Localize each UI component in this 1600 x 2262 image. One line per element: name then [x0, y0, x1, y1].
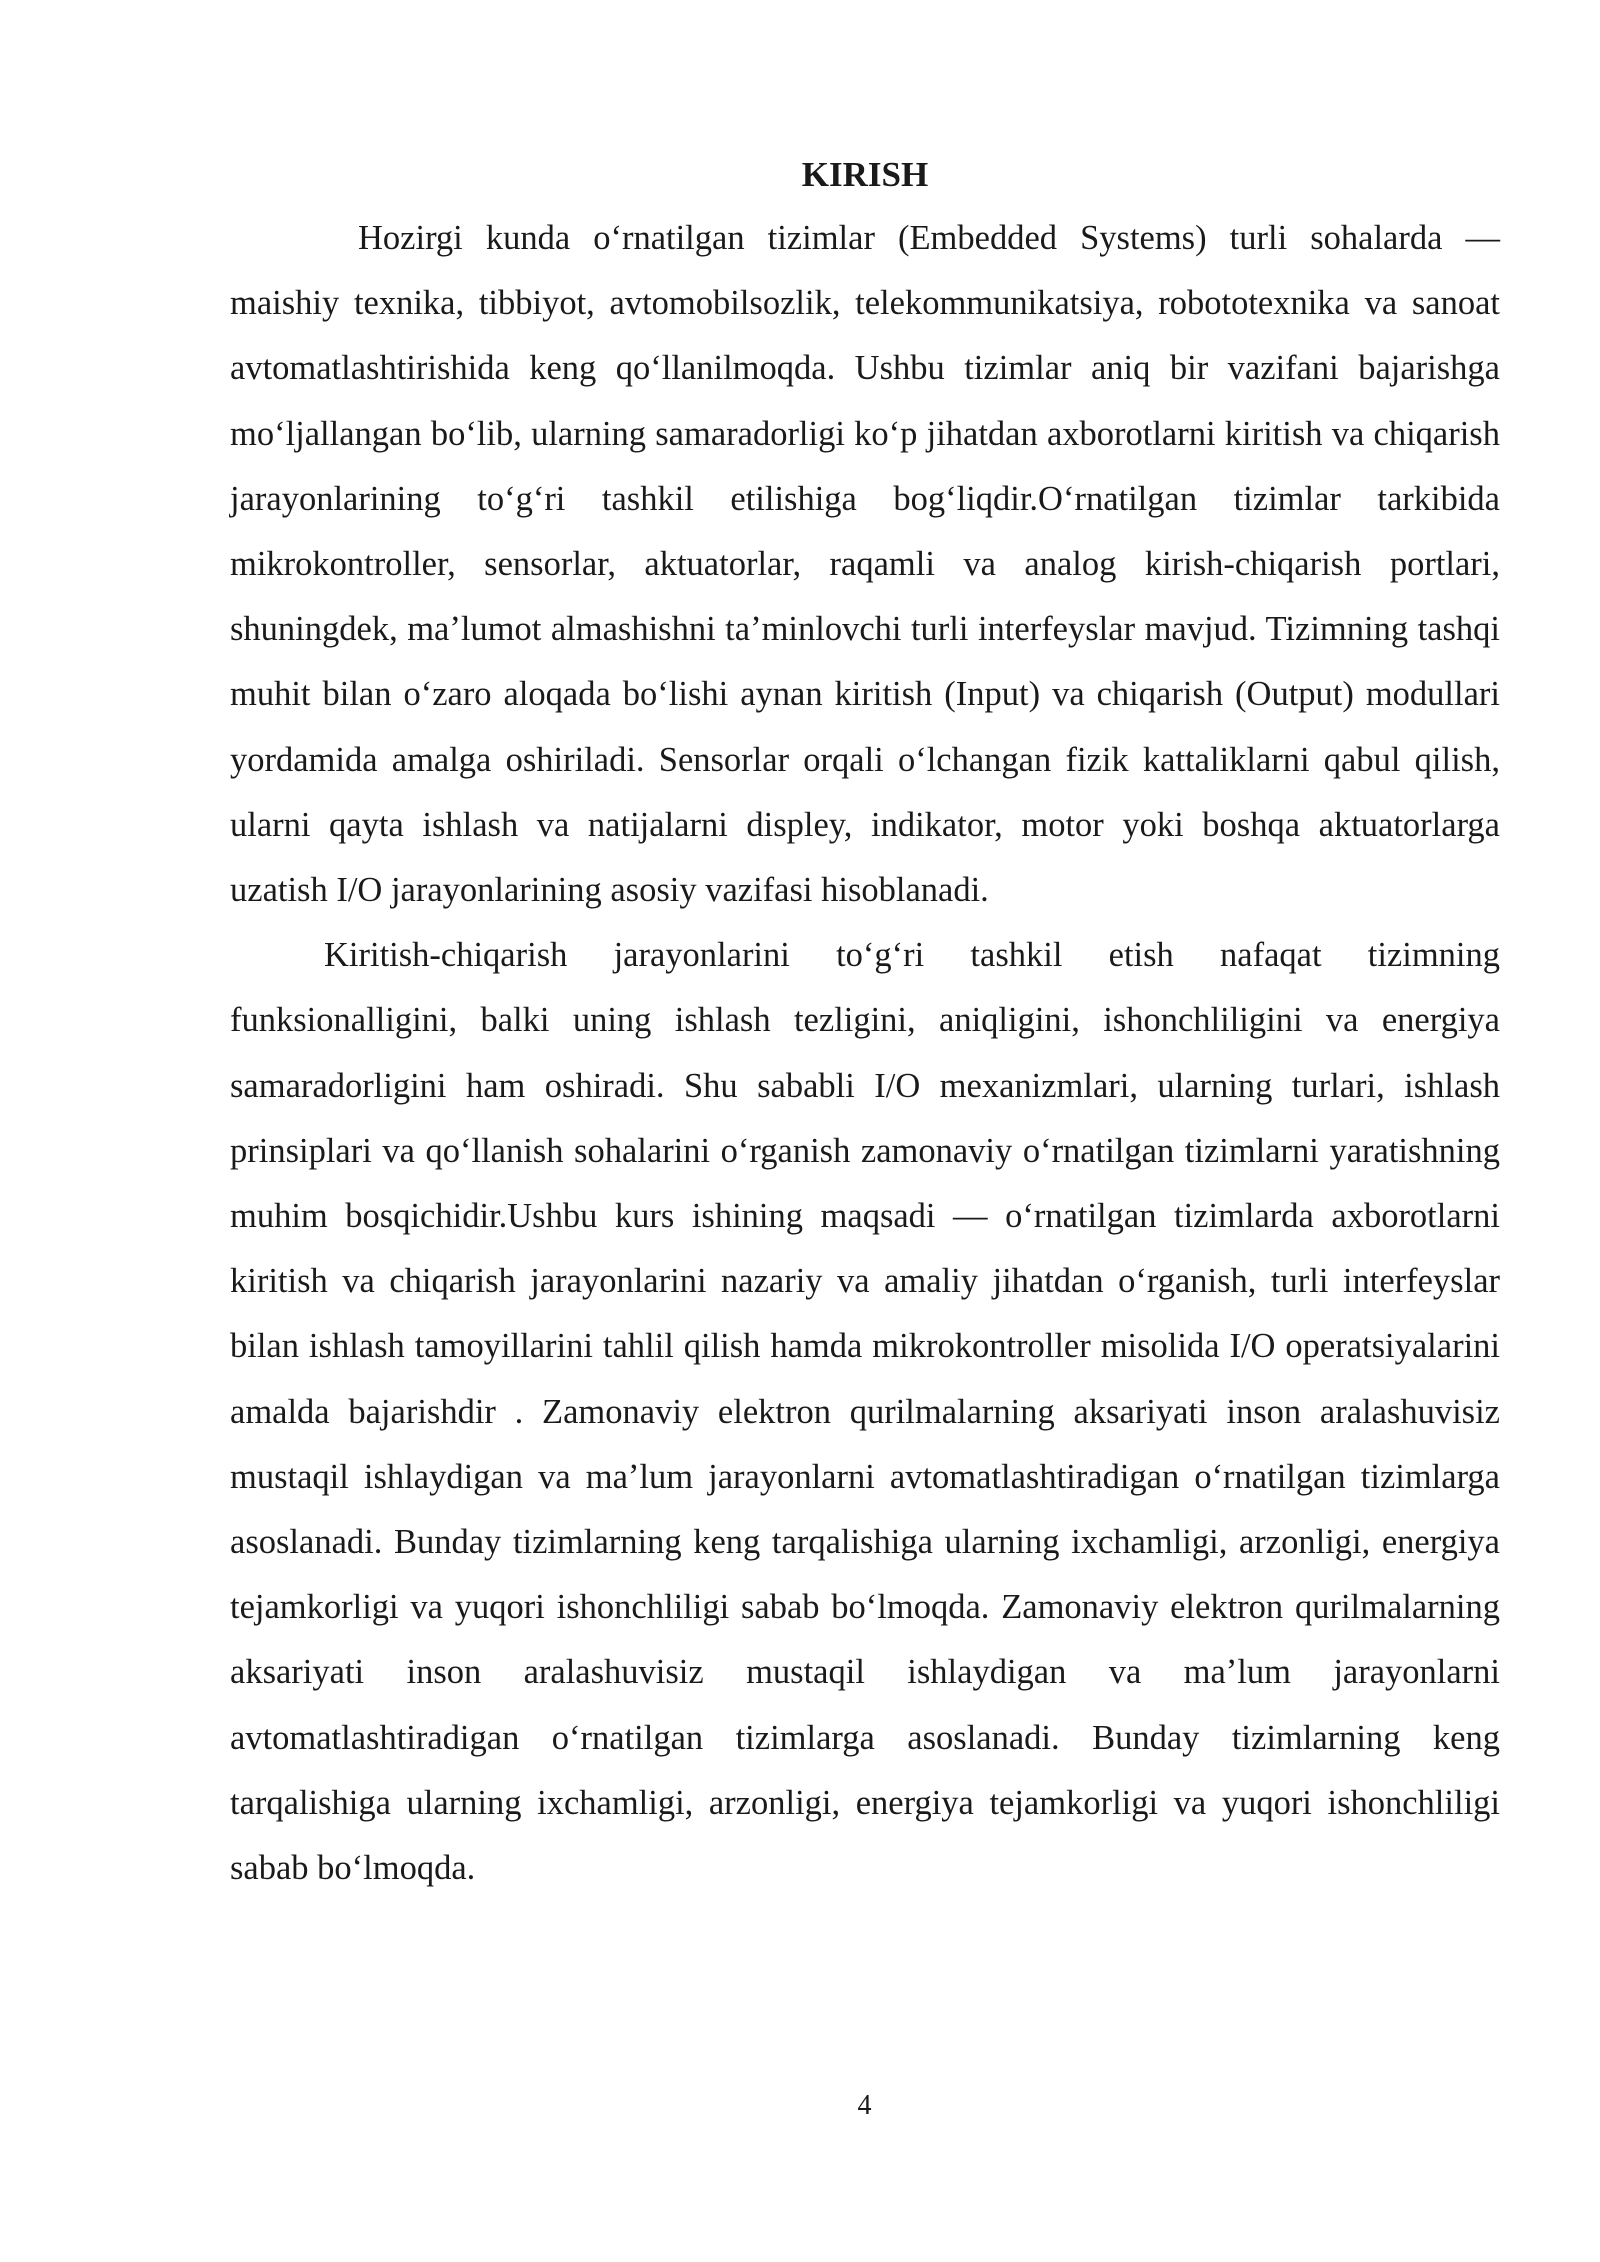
page-body: [230, 150, 1500, 1901]
paragraph-2: Kiritish-chiqarish jarayonlarini toʻgʻri tashkil etish nafaqat tizimning funksionalligini, balki uning ishlash tezligini, aniqligini, ishonchliligini va energiya samaradorligini ham oshiradi. Shu sababli I/O mexanizmlari, ularning turlari, ishlash prinsiplari va qoʻllanish sohalarini oʻrganish zamonaviy oʻrnatilgan tizimlarni yaratishning muhim bosqichidir.Ushbu kurs ishining maqsadi — oʻrnatilgan tizimlarda axborotlarni kiritish va chiqarish jarayonlarini nazariy va amaliy jihatdan oʻrganish, turli interfeyslar bilan ishlash tamoyillarini tahlil qilish hamda mikrokontroller misolida I/O operatsiyalarini amalda bajarishdir . Zamonaviy elektron qurilmalarning aksariyati inson aralashuvisiz mustaqil ishlaydigan va maʼlum jarayonlarni avtomatlashtiradigan oʻrnatilgan tizimlarga asoslanadi. Bunday tizimlarning keng tarqalishiga ularning ixchamligi, arzonligi, energiya tejamkorligi va yuqori ishonchliligi sabab boʻlmoqda. Zamonaviy elektron qurilmalarning aksariyati inson aralashuvisiz mustaqil ishlaydigan va maʼlum jarayonlarni avtomatlashtiradigan oʻrnatilgan tizimlarga asoslanadi. Bunday tizimlarning keng tarqalishiga ularning ixchamligi, arzonligi, energiya tejamkorligi va yuqori ishonchliligi sabab boʻlmoqda.: [230, 936, 1500, 1888]
page-number: 4: [857, 2090, 872, 2121]
paragraph-1: Hozirgi kunda oʻrnatilgan tizimlar (Embedded Systems) turli sohalarda — maishiy texnika, tibbiyot, avtomobilsozlik, telekommunikatsiya, robototexnika va sanoat avtomatlashtirishida keng qoʻllanilmoqda. Ushbu tizimlar aniq bir vazifani bajarishga moʻljallangan boʻlib, ularning samaradorligi koʻp jihatdan axborotlarni kiritish va chiqarish jarayonlarining toʻgʻri tashkil etilishiga bogʻliqdir.Oʻrnatilgan tizimlar tarkibida mikrokontroller, sensorlar, aktuatorlar, raqamli va analog kirish-chiqarish portlari, shuningdek, maʼlumot almashishni taʼminlovchi turli interfeyslar mavjud. Tizimning tashqi muhit bilan oʻzaro aloqada boʻlishi aynan kiritish (Input) va chiqarish (Output) modullari yordamida amalga oshiriladi. Sensorlar orqali oʻlchangan fizik kattaliklarni qabul qilish, ularni qayta ishlash va natijalarni displey, indikator, motor yoki boshqa aktuatorlarga uzatish I/O jarayonlarining asosiy vazifasi hisoblanadi.: [230, 219, 1500, 910]
section-heading: KIRISH: [801, 155, 929, 194]
